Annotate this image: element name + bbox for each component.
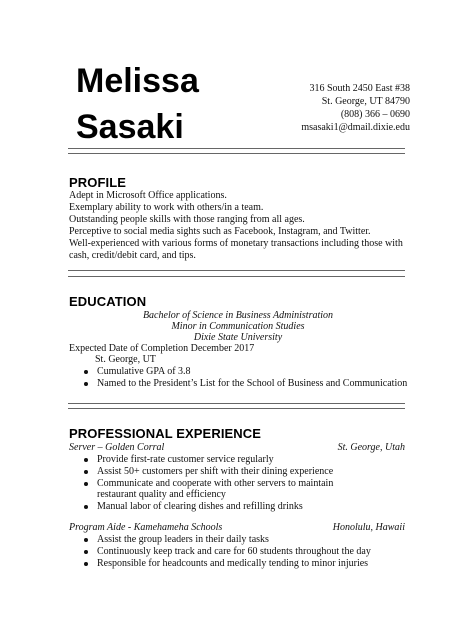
job-title: Program Aide - Kamehameha Schools [69,522,223,533]
divider-line [68,148,405,149]
education-bullets [84,366,414,390]
profile-line: Well-experienced with various forms of monetary transactions including those with [69,237,403,249]
last-name: Sasaki [76,108,184,146]
divider-line [68,408,405,409]
list-item: Manual labor of clearing dishes and refilling drinks [84,501,372,513]
list-item: Communicate and cooperate with other servers to maintain restaurant quality and efficiency [84,478,372,502]
job-title: Server – Golden Corral [69,442,165,453]
divider-line [68,276,405,277]
expected-completion: Expected Date of Completion December 2017 [69,343,255,354]
job-header [69,522,405,534]
list-item: Responsible for headcounts and medically tending to minor injuries [84,558,414,570]
profile-text [69,190,409,261]
education-heading: EDUCATION [69,294,147,309]
job-header [69,442,405,454]
profile-line: Exemplary ability to work with others/in a team. [69,201,264,213]
profile-line: cash, credit/debit card, and tips. [69,249,196,261]
contact-phone: (808) 366 – 0690 [340,109,410,120]
minor: Minor in Communication Studies [171,321,305,332]
job-bullets [84,454,372,513]
profile-heading: PROFILE [69,175,127,190]
list-item: Continuously keep track and care for 60 students throughout the day [84,546,414,558]
school-location: St. George, UT [95,354,156,365]
list-item: Cumulative GPA of 3.8 [84,366,414,378]
job-location: St. George, Utah [337,442,405,453]
degree: Bachelor of Science in Business Administration [142,310,334,321]
contact-street: 316 South 2450 East #38 [309,83,410,94]
divider-line [68,270,405,271]
profile-line: Outstanding people skills with those ranging from all ages. [69,213,305,225]
profile-line: Adept in Microsoft Office applications. [69,190,227,201]
applicant-name [76,58,199,150]
profile-line: Perceptive to social media sights such as Facebook, Instagram, and Twitter. [69,225,371,237]
job-location: Honolulu, Hawaii [332,522,405,533]
contact-block [250,82,410,134]
divider-line [68,403,405,404]
school: Dixie State University [193,332,283,343]
contact-city: St. George, UT 84790 [321,96,410,107]
list-item: Assist the group leaders in their daily tasks [84,534,414,546]
job-bullets [84,534,414,569]
first-name: Melissa [76,62,199,100]
divider-line [68,153,405,154]
list-item: Assist 50+ customers per shift with their dining experience [84,466,372,478]
experience-heading: PROFESSIONAL EXPERIENCE [69,426,262,441]
list-item: Named to the President’s List for the School of Business and Communication [84,378,414,390]
contact-email[interactable]: msasaki1@dmail.dixie.edu [301,122,410,133]
list-item: Provide first-rate customer service regularly [84,454,372,466]
